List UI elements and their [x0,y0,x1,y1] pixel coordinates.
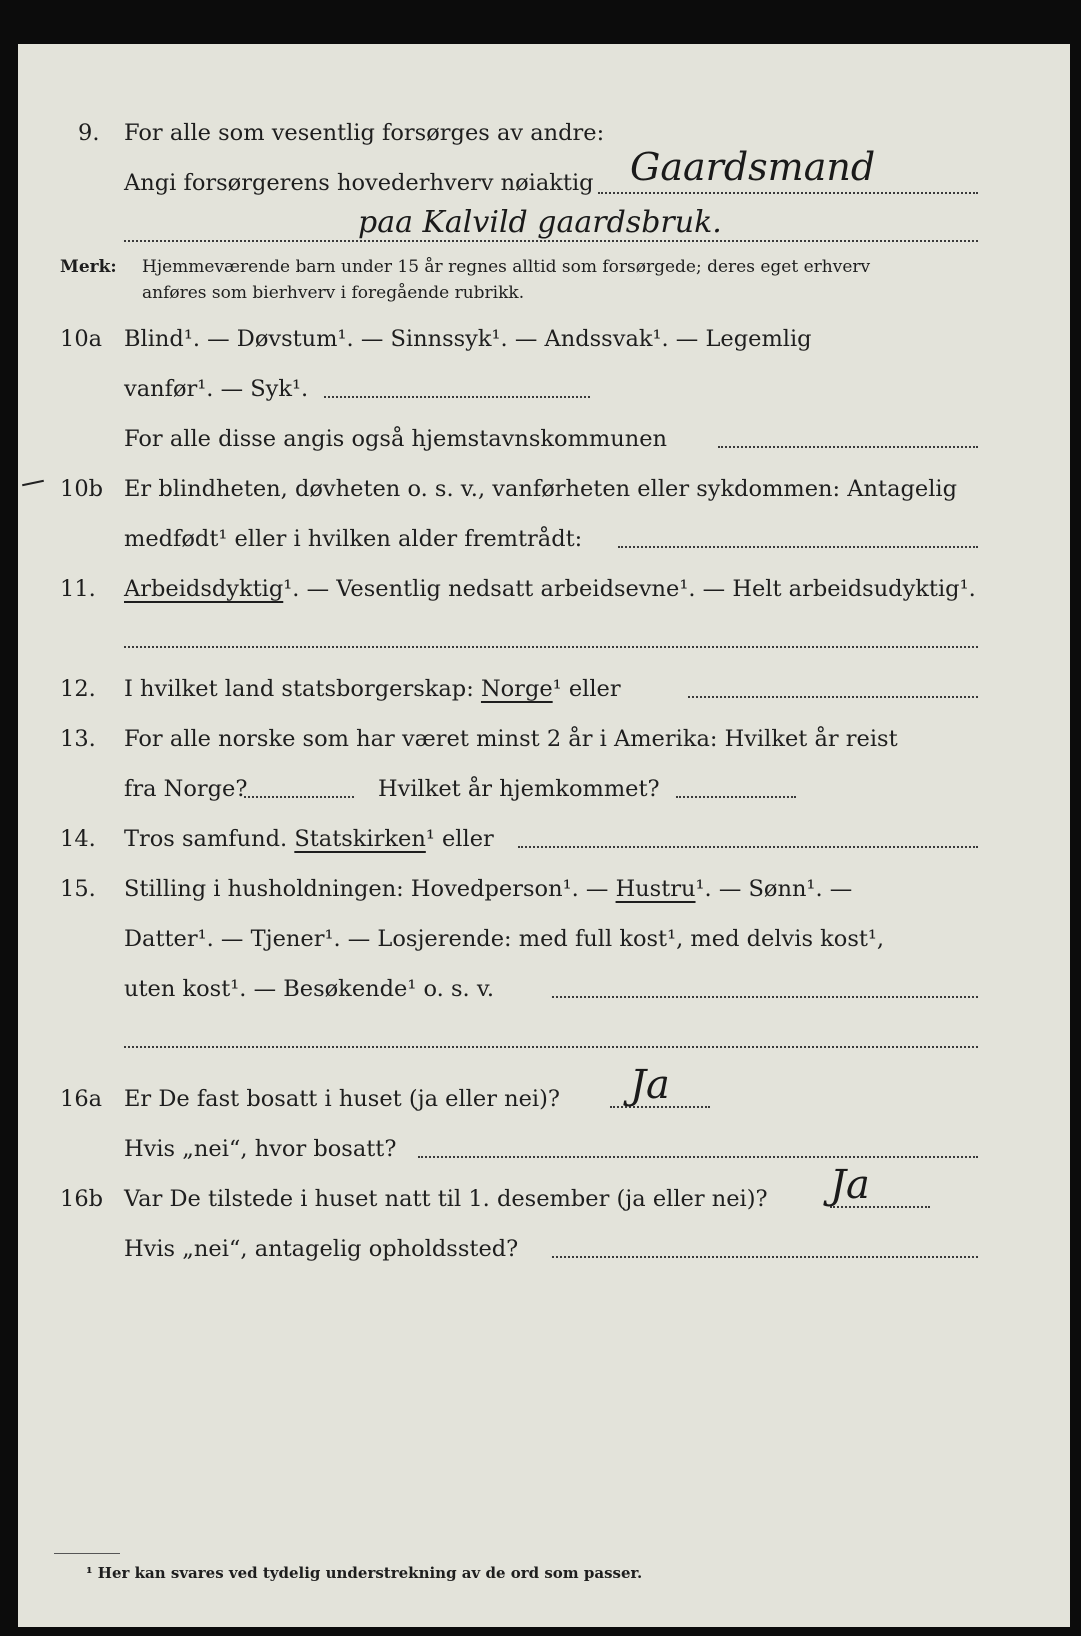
q10a-number: 10a [60,326,103,352]
q9-handwritten-detail: paa Kalvild gaardsbruk. [358,205,722,240]
q14-answer-line [518,846,978,848]
q14-line [18,824,1070,854]
q16b-line1 [18,1162,1070,1214]
q13-answer-line-1 [244,796,354,798]
q13-text-2a: fra Norge? [124,776,248,802]
q14-number: 14. [60,826,96,852]
q10b-text-2: medfødt¹ eller i hvilken alder fremtrådt: [124,526,583,552]
q12-text-post: ¹ eller [552,676,621,702]
footnote: ¹ Her kan svares ved tydelig understrekning av de ord som passer. [86,1564,643,1582]
q15-number: 15. [60,876,96,902]
q11-underlined-option: Arbeidsdyktig [124,576,284,602]
q12-line [18,674,1070,704]
q15-answer-line-2 [124,1046,978,1048]
q10b-text-1: Er blindheten, døvheten o. s. v., vanførheten eller sykdommen: Antagelig [124,476,957,502]
q10a-text-2: vanfør¹. — Syk¹. [124,376,309,402]
merk-label: Merk: [60,257,117,277]
q16a-text-2: Hvis „nei“, hvor bosatt? [124,1136,397,1162]
q15-line1 [18,874,1070,904]
q10a-line2 [18,374,1070,404]
q9-handwritten-occupation: Gaardsmand [630,145,876,189]
q11-answer-line [124,646,978,648]
q14-text [124,824,494,854]
q16a-handwritten-answer: Ja [630,1062,670,1108]
q13-text-1: For alle norske som har været minst 2 år i Amerika: Hvilket år reist [124,726,898,752]
q16b-number: 16b [60,1186,104,1212]
q9-answer-line-2 [124,240,978,242]
q11-line2 [18,624,1070,654]
q9-text-1: For alle som vesentlig forsørges av andre: [124,120,605,146]
q9-number: 9. [78,120,100,146]
census-form-page [18,44,1070,1627]
q9-line1 [18,118,1070,148]
q10a-text-1: Blind¹. — Døvstum¹. — Sinnssyk¹. — Andssvak¹. — Legemlig [124,326,812,352]
q16b-line2 [18,1234,1070,1264]
q9-line3 [18,205,1070,248]
q15-text-1 [124,874,852,904]
q13-line1 [18,724,1070,754]
merk-text-1: Hjemmeværende barn under 15 år regnes alltid som forsørgede; deres eget erhverv [142,257,871,277]
q16b-text-2: Hvis „nei“, antagelig opholdssted? [124,1236,519,1262]
q12-number: 12. [60,676,96,702]
q14-underlined-option: Statskirken [294,826,426,852]
q16b-handwritten-answer: Ja [830,1162,870,1208]
q12-underlined-option: Norge [480,676,553,702]
q11-number: 11. [60,576,96,602]
q10a-line3 [18,424,1070,454]
q12-text-pre: I hvilket land statsborgerskap: [124,676,474,702]
q10b-answer-line [618,546,978,548]
q10a-answer-line-1 [324,396,590,398]
q13-number: 13. [60,726,96,752]
q15-underlined-option: Hustru [615,876,696,902]
q15-text-3: uten kost¹. — Besøkende¹ o. s. v. [124,976,495,1002]
q11-text-rest: ¹. — Vesentlig nedsatt arbeidsevne¹. — Helt arbeidsudyktig¹. [283,576,976,602]
q16a-line1 [18,1062,1070,1114]
q15-text-2: Datter¹. — Tjener¹. — Losjerende: med full kost¹, med delvis kost¹, [124,926,885,952]
q10a-text-3: For alle disse angis også hjemstavnskommunen [124,426,668,452]
q15-line2 [18,924,1070,954]
q14-text-pre: Tros samfund. [124,826,288,852]
q15-text-1a: Stilling i husholdningen: Hovedperson¹. — [124,876,609,902]
q10a-answer-line-2 [718,446,978,448]
q13-line2 [18,774,1070,804]
q10b-line1 [18,474,1070,504]
q11-line1 [18,574,1070,604]
q12-answer-line [688,696,978,698]
q16a-number: 16a [60,1086,103,1112]
q15-line4 [18,1024,1070,1054]
q10a-line1 [18,324,1070,354]
q9-answer-line-1 [598,192,978,194]
q16a-line2 [18,1134,1070,1164]
q9-line2 [18,145,1070,198]
q15-answer-line-1 [552,996,978,998]
q16b-text-1: Var De tilstede i huset natt til 1. desember (ja eller nei)? [124,1186,768,1212]
q16a-answer-line-2 [418,1156,978,1158]
q15-text-1b: ¹. — Sønn¹. — [695,876,853,902]
q14-text-post: ¹ eller [425,826,494,852]
q13-answer-line-2 [676,796,796,798]
q15-line3 [18,974,1070,1004]
q10b-number: 10b [60,476,104,502]
q11-text [124,574,976,604]
q10b-line2 [18,524,1070,554]
q16b-answer-line-2 [552,1256,978,1258]
footnote-rule [54,1553,120,1554]
merk-text-2: anføres som bierhverv i foregående rubrikk. [142,283,525,303]
q13-text-2b: Hvilket år hjemkommet? [378,776,660,802]
q16a-text-1: Er De fast bosatt i huset (ja eller nei)? [124,1086,560,1112]
q12-text [124,674,621,704]
q9-text-2: Angi forsørgerens hovederhverv nøiaktig [124,170,594,196]
merk-note-1 [60,254,871,280]
